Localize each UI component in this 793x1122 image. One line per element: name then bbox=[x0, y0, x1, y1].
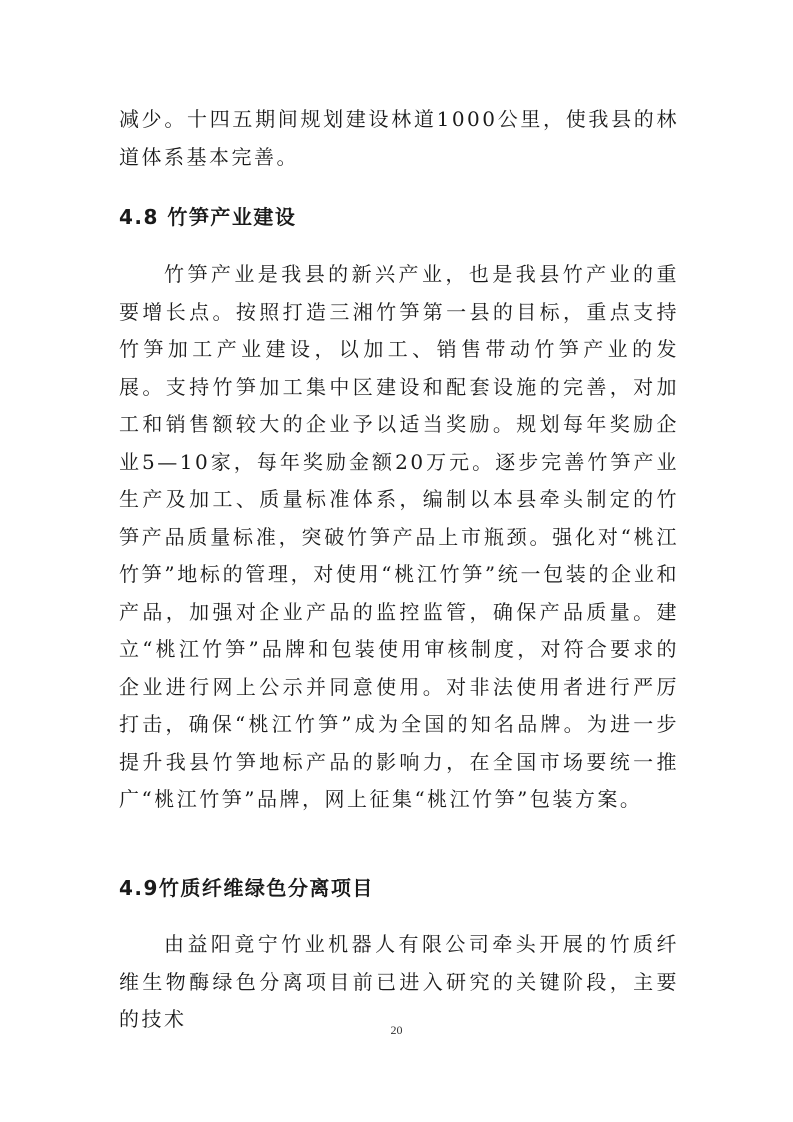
paragraph-fiber-separation-project: 由益阳竟宁竹业机器人有限公司牵头开展的竹质纤维生物酶绿色分离项目前已进入研究的关键阶段，主要的技术 bbox=[119, 932, 679, 1031]
page-number: 20 bbox=[390, 1023, 403, 1037]
section-heading-4-8: 4.8 竹笋产业建设 bbox=[119, 205, 297, 229]
section-heading-4-9: 4.9竹质纤维绿色分离项目 bbox=[119, 876, 374, 900]
paragraph-bamboo-shoot-industry: 竹笋产业是我县的新兴产业，也是我县竹产业的重要增长点。按照打造三湘竹笋第一县的目标，重点支持竹笋加工产业建设，以加工、销售带动竹笋产业的发展。支持竹笋加工集中区建设和配套设施的完善，对加工和销售额较大的企业予以适当奖励。规划每年奖励企业5—10家，每年奖励金额20万元。逐步完善竹笋产业生产及加工、质量标准体系，编制以本县牵头制定的竹笋产品质量标准，突破竹笋产品上市瓶颈。强化对“桃江竹笋”地标的管理，对使用“桃江竹笋”统一包装的企业和产品，加强对企业产品的监控监管，确保产品质量。建立“桃江竹笋”品牌和包装使用审核制度，对符合要求的企业进行网上公示并同意使用。对非法使用者进行严厉打击，确保“桃江竹笋”成为全国的知名品牌。为进一步提升我县竹笋地标产品的影响力，在全国市场要统一推广“桃江竹笋”品牌，网上征集“桃江竹笋”包装方案。 bbox=[119, 262, 679, 811]
paragraph-forest-roads: 减少。十四五期间规划建设林道1000公里，使我县的林道体系基本完善。 bbox=[119, 107, 679, 169]
